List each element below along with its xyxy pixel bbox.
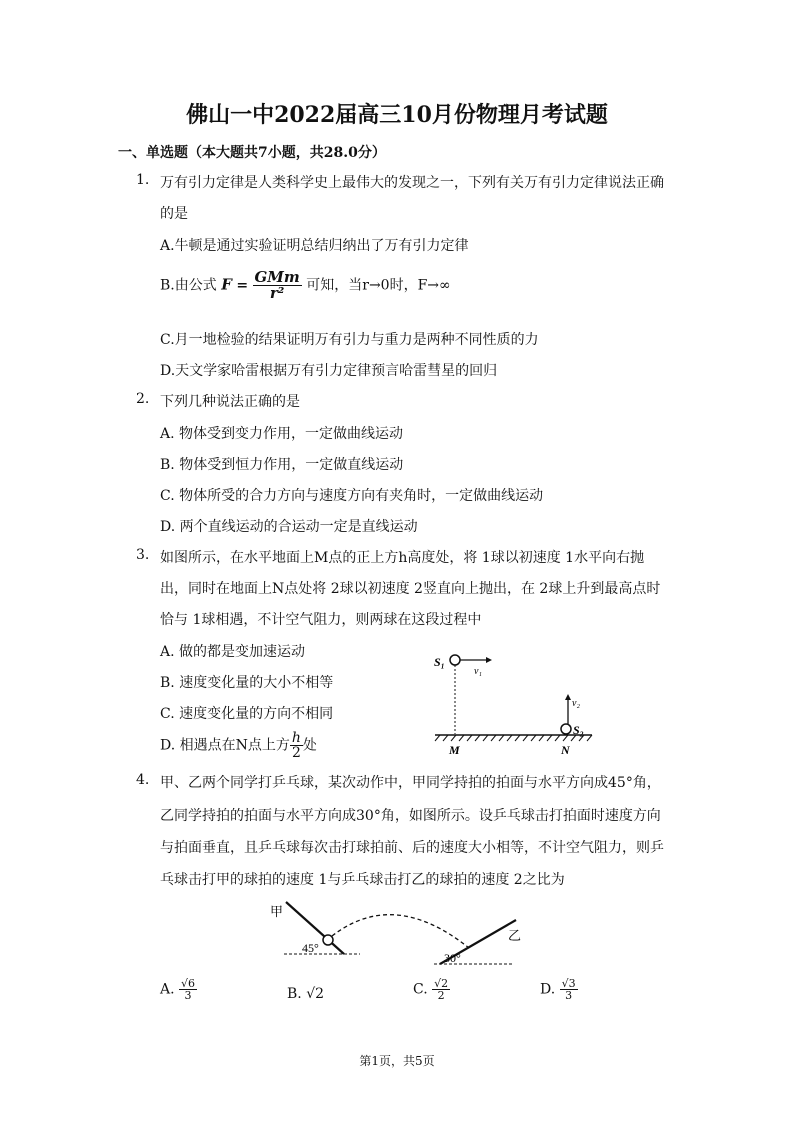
q1-option-d: D.天文学家哈雷根据万有引力定律预言哈雷彗星的回归 [160,363,498,379]
q1-option-b [160,270,451,301]
q4-number: 4. [136,772,150,788]
q4-fig-30-label: 30° [444,951,461,965]
q4-fig-yi-label: 乙 [508,928,522,943]
q4-option-a-denominator: 3 [184,989,192,1002]
formula-F: F [221,275,232,294]
q4-option-b-value: √2 [306,986,325,1002]
q4-fig-jia-label: 甲 [270,904,284,919]
q3-stem-line2: 出，同时在地面上N点处将 2球以初速度 2竖直向上抛出，在 2球上升到最高点时 [160,581,661,597]
q2-option-d: D. 两个直线运动的合运动一定是直线运动 [160,519,418,535]
q4-option-d-fraction [560,978,578,1001]
q3-option-d [160,731,317,760]
q1-option-b-suffix: 可知，当r→0时，F→∞ [306,277,451,294]
formula-fraction [253,270,302,301]
q4-option-d-numerator: √3 [561,977,576,990]
q2-option-b: B. 物体受到恒力作用，一定做直线运动 [160,457,404,473]
q3-option-a: A. 做的都是变加速运动 [160,644,306,660]
ping-pong-ball [323,935,333,945]
ball-s2 [561,724,571,734]
q4-option-d [540,978,578,1001]
q4-option-a-numerator: √6 [181,977,196,990]
q4-option-d-denominator: 3 [565,989,573,1002]
q3-number: 3. [136,547,150,563]
q3-option-b: B. 速度变化量的大小不相等 [160,675,334,691]
q2-option-a: A. 物体受到变力作用，一定做曲线运动 [160,426,404,442]
q3-stem-line1: 如图所示，在水平地面上M点的正上方h高度处，将 1球以初速度 1水平向右抛 [160,550,645,566]
q3-option-d-denominator: 2 [291,745,301,761]
q2-stem: 下列几种说法正确的是 [160,394,300,410]
q1-option-a: A.牛顿是通过实验证明总结归纳出了万有引力定律 [160,238,469,254]
q4-option-c [413,978,450,1001]
q4-option-a-label: A. [160,981,175,998]
ball-trajectory [332,915,469,948]
q4-stem-line4: 乓球击打甲的球拍的速度 1与乒乓球击打乙的球拍的速度 2之比为 [160,872,565,888]
v1-arrowhead [486,657,492,663]
q4-option-b [287,986,324,1002]
q3-fig-n-label: N [561,743,570,756]
q4-stem-line2: 乙同学持拍的拍面与水平方向成30°角，如图所示。设乒乓球击打拍面时速度方向 [160,808,661,824]
q3-fig-s1-label: S₁ [434,655,445,669]
q4-stem-line3: 与拍面垂直，且乒乓球每次击打球拍前、后的速度大小相等，不计空气阻力，则乒 [160,840,664,856]
q1-stem-line1: 万有引力定律是人类科学史上最伟大的发现之一，下列有关万有引力定律说法正确 [160,175,664,191]
ground-hatching [435,735,592,741]
q1-number: 1. [136,172,150,188]
page-footer: 第1页，共5页 [359,1054,435,1068]
page-title: 佛山一中2022届高三10月份物理月考试题 [186,102,608,128]
q3-option-d-numerator: h [291,730,301,746]
q4-fig-45-label: 45° [302,941,319,955]
q4-option-c-numerator: √2 [434,977,449,990]
q4-figure [264,896,534,970]
q3-option-c: C. 速度变化量的方向不相同 [160,706,334,722]
q3-option-d-suffix: 处 [302,737,317,754]
q3-stem-line3: 恰与 1球相遇，不计空气阻力，则两球在这段过程中 [160,612,482,628]
q2-option-c: C. 物体所受的合力方向与速度方向有夹角时，一定做曲线运动 [160,488,544,504]
formula-numerator: GMm [254,268,300,286]
q4-option-c-fraction [432,978,450,1001]
q3-figure [430,648,600,756]
q4-option-c-denominator: 2 [437,989,445,1002]
v2-arrowhead [565,694,571,700]
q4-option-a [160,978,197,1001]
q3-option-d-prefix: D. 相遇点在N点上方 [160,737,290,754]
section-heading: 一、单选题（本大题共7小题，共28.0分） [118,145,386,161]
q4-option-c-label: C. [413,981,428,998]
formula-equals: = [236,277,249,294]
q4-stem-line1: 甲、乙两个同学打乒乓球，某次动作中，甲同学持拍的拍面与水平方向成45°角， [160,775,661,791]
ball-s1 [450,655,460,665]
q1-stem-line2: 的是 [160,206,188,222]
q2-number: 2. [136,391,150,407]
q3-fig-m-label: M [449,743,460,756]
q1-option-b-prefix: B.由公式 [160,277,217,294]
formula-denominator: r² [269,284,285,302]
q3-fig-v2-label: v₂ [572,698,580,709]
q3-fig-s2-label: S₂ [573,723,584,737]
q3-option-d-fraction [290,731,303,760]
q4-option-b-label: B. [287,986,302,1002]
q1-option-c: C.月一地检验的结果证明万有引力与重力是两种不同性质的力 [160,332,539,348]
q4-option-a-fraction [179,978,197,1001]
q3-fig-v1-label: v₁ [474,666,482,677]
q4-option-d-label: D. [540,981,556,998]
